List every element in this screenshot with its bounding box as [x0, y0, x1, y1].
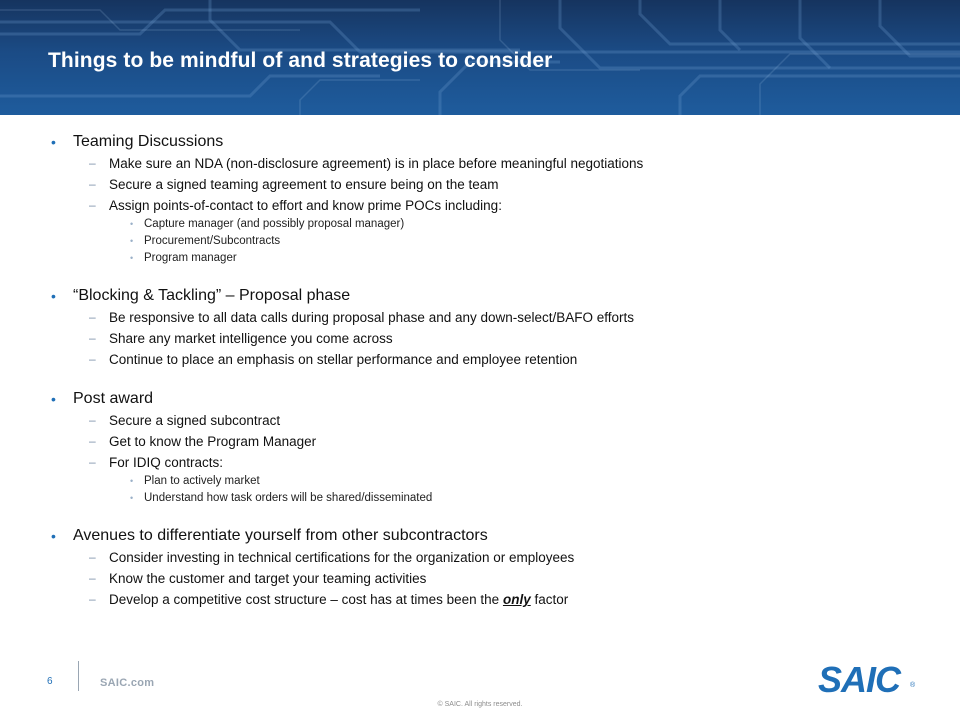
sub-bullet [48, 547, 928, 568]
dash-icon: – [89, 592, 96, 606]
bullet-heading [48, 285, 928, 307]
sub-bullet-text-after: factor [530, 592, 569, 607]
dash-icon: – [89, 156, 96, 170]
sub-sub-bullet [48, 490, 928, 507]
sub-sub-bullet-text: Procurement/Subcontracts [144, 235, 281, 247]
sub-bullet [48, 307, 928, 328]
heading-text: “Blocking & Tackling” – Proposal phase [73, 287, 351, 304]
sub-sub-bullet-text: Understand how task orders will be shared/disseminated [144, 492, 433, 504]
sub-bullet-text: For IDIQ contracts: [109, 455, 224, 470]
section-differentiate [48, 525, 928, 610]
dash-icon: – [89, 550, 96, 564]
dash-icon: – [89, 455, 96, 469]
sub-bullet [48, 195, 928, 216]
heading-text: Teaming Discussions [73, 133, 224, 150]
registered-mark: ® [910, 682, 916, 689]
page-number: 6 [47, 676, 53, 687]
sub-bullet [48, 349, 928, 370]
sub-sub-bullet [48, 233, 928, 250]
heading-text: Avenues to differentiate yourself from other subcontractors [73, 527, 488, 544]
bullet-icon: • [51, 528, 56, 544]
bullet-heading [48, 131, 928, 153]
section-teaming [48, 131, 928, 267]
sub-sub-bullet-text: Plan to actively market [144, 475, 260, 487]
sub-bullet [48, 431, 928, 452]
sub-bullet [48, 452, 928, 473]
sub-sub-bullet [48, 250, 928, 267]
bullet-icon: • [51, 134, 56, 150]
dash-icon: – [89, 198, 96, 212]
heading-text: Post award [73, 390, 154, 407]
footer-site-link[interactable]: SAIC.com [100, 677, 155, 689]
title-banner [0, 0, 960, 115]
dot-icon: • [130, 236, 134, 246]
sub-bullet-text: Secure a signed subcontract [109, 413, 281, 428]
sub-sub-bullet [48, 473, 928, 490]
sub-bullet-text: Get to know the Program Manager [109, 434, 317, 449]
sub-bullet-text: Share any market intelligence you come across [109, 331, 393, 346]
dot-icon: • [130, 219, 134, 229]
dash-icon: – [89, 177, 96, 191]
sub-bullet-text: Assign points-of-contact to effort and know prime POCs including: [109, 198, 502, 213]
dot-icon: • [130, 476, 134, 486]
sub-bullet [48, 589, 928, 610]
sub-bullet-text: Consider investing in technical certifications for the organization or employees [109, 550, 575, 565]
bullet-heading [48, 388, 928, 410]
sub-bullet [48, 174, 928, 195]
section-proposal-phase [48, 285, 928, 370]
bullet-icon: • [51, 288, 56, 304]
sub-bullet-text: Secure a signed teaming agreement to ensure being on the team [109, 177, 499, 192]
saic-logo [818, 660, 938, 700]
copyright-notice: © SAIC. All rights reserved. [437, 701, 523, 708]
dash-icon: – [89, 310, 96, 324]
bullet-icon: • [51, 391, 56, 407]
sub-bullet-text-before: Develop a competitive cost structure – cost has at times been the [109, 592, 503, 607]
dash-icon: – [89, 331, 96, 345]
dash-icon: – [89, 571, 96, 585]
dash-icon: – [89, 434, 96, 448]
emphasis-text: only [502, 592, 531, 607]
footer-divider [78, 661, 79, 691]
section-post-award [48, 388, 928, 507]
dot-icon: • [130, 253, 134, 263]
sub-bullet [48, 568, 928, 589]
slide-title: Things to be mindful of and strategies to consider [48, 49, 553, 72]
dot-icon: • [130, 493, 134, 503]
dash-icon: – [89, 352, 96, 366]
bullet-heading [48, 525, 928, 547]
sub-sub-bullet [48, 216, 928, 233]
sub-bullet [48, 153, 928, 174]
sub-bullet-text: Be responsive to all data calls during proposal phase and any down-select/BAFO efforts [109, 310, 635, 325]
sub-sub-bullet-text: Program manager [144, 252, 237, 264]
sub-sub-bullet-text: Capture manager (and possibly proposal manager) [144, 218, 405, 230]
sub-bullet [48, 328, 928, 349]
sub-bullet-text: Make sure an NDA (non-disclosure agreement) is in place before meaningful negotiations [109, 156, 644, 171]
dash-icon: – [89, 413, 96, 427]
sub-bullet-text: Know the customer and target your teaming activities [109, 571, 427, 586]
sub-bullet-text: Continue to place an emphasis on stellar performance and employee retention [109, 352, 578, 367]
sub-bullet [48, 410, 928, 431]
logo-wordmark: SAIC [818, 659, 901, 700]
slide-body [48, 131, 928, 628]
